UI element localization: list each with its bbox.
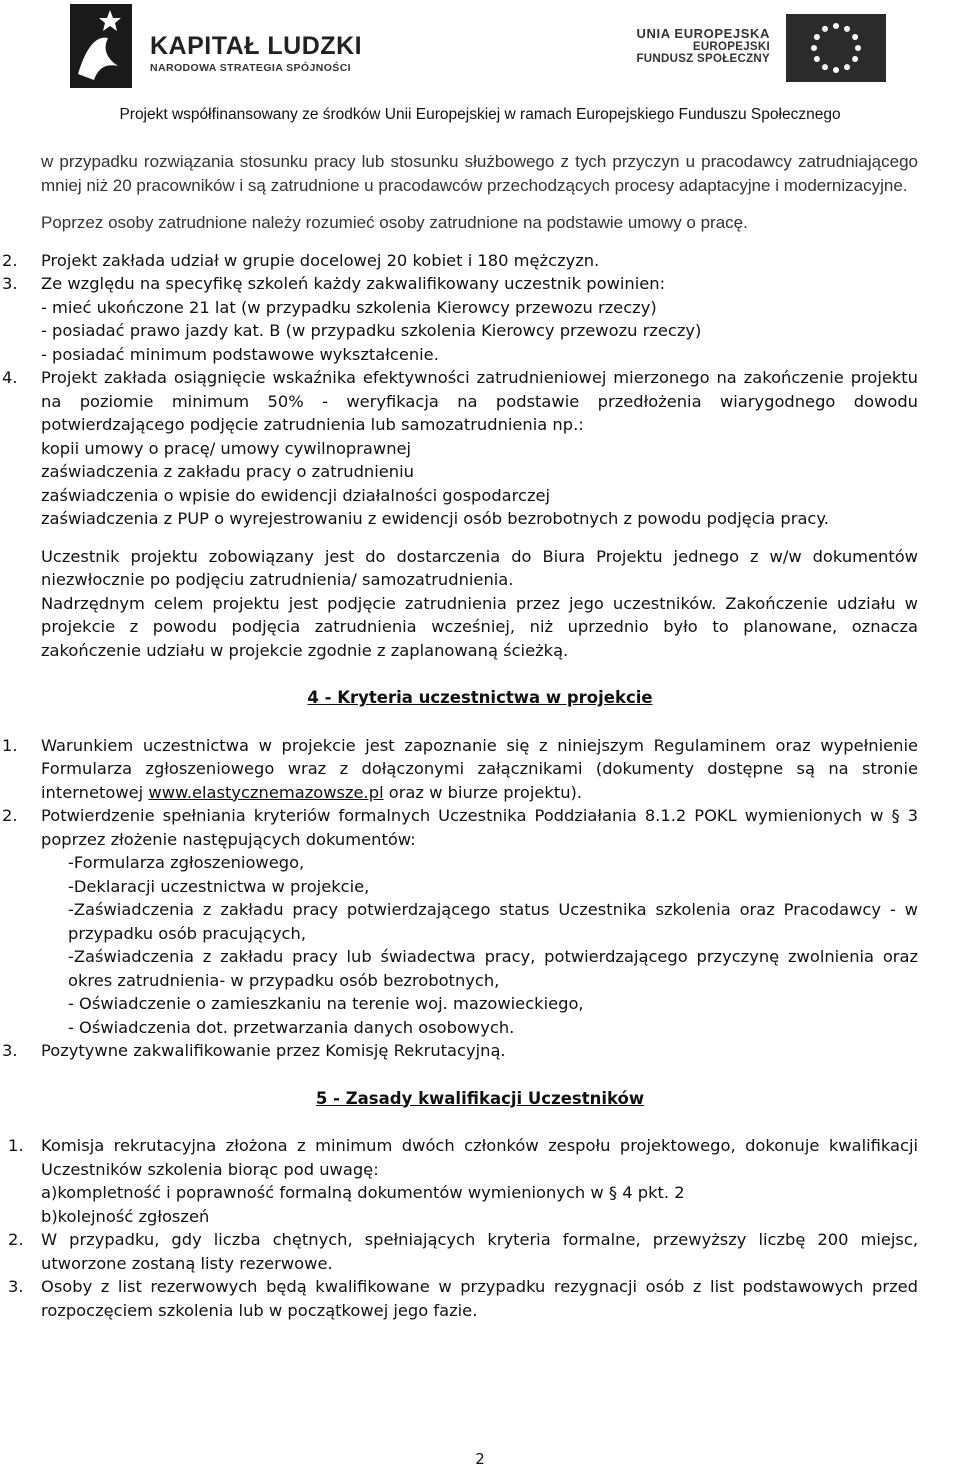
list-line: zaświadczenia z zakładu pracy o zatrudnieniu bbox=[41, 462, 414, 481]
list-line: b)kolejność zgłoszeń bbox=[41, 1206, 210, 1226]
closing-paragraph-2: Nadrzędnym celem projektu jest podjęcie zatrudnienia przez jego uczestników. Zakończenie udziału w projekcie z powodu podjęcia zatrudnienia wcześniej, niż uprzednio było to planowane, oznacza zakończenie udziału w projekcie zgodnie z zaplanowaną ścieżką. bbox=[41, 593, 918, 660]
eu-line2: EUROPEJSKI bbox=[692, 41, 770, 53]
list-line: - Oświadczenia dot. przetwarzania danych osobowych. bbox=[68, 1017, 515, 1037]
list-line: zaświadczenia z PUP o wyrejestrowaniu z ewidencji osób bezrobotnych z powodu podjęcia pracy. bbox=[41, 509, 829, 528]
eu-star bbox=[822, 26, 828, 32]
list-number: 2. bbox=[2, 250, 18, 270]
list-number: 2. bbox=[2, 806, 18, 825]
intro-paragraph-2: Poprzez osoby zatrudnione należy rozumieć osoby zatrudnione na podstawie umowy o pracę. bbox=[41, 213, 748, 232]
eu-star bbox=[844, 26, 850, 32]
website-link[interactable]: www.elastycznemazowsze.pl bbox=[148, 782, 384, 802]
kl-subtitle: NARODOWA STRATEGIA SPÓJNOŚCI bbox=[150, 62, 351, 74]
eu-star bbox=[852, 34, 858, 40]
list-line: -Zaświadczenia z zakładu pracy lub świadectwa pracy, potwierdzającego przyczynę zwolnienia oraz okres zatrudnienia- w przypadku osób bezrobotnych, bbox=[68, 947, 918, 990]
eu-line1: UNIA EUROPEJSKA bbox=[636, 26, 770, 41]
eu-star bbox=[811, 45, 817, 51]
list-line: a)kompletność i poprawność formalną dokumentów wymienionych w § 4 pkt. 2 bbox=[41, 1183, 685, 1202]
cofinance-note: Projekt współfinansowany ze środków Unii Europejskiej w ramach Europejskiego Funduszu Społecznego bbox=[119, 106, 841, 123]
eu-star bbox=[833, 23, 839, 29]
eu-star bbox=[814, 56, 820, 62]
qualification-item-1 bbox=[0, 1134, 960, 1228]
list-number: 3. bbox=[2, 1041, 18, 1060]
list-number: 4. bbox=[2, 368, 18, 387]
page-number: 2 bbox=[475, 1450, 485, 1468]
kapital-ludzki-logo bbox=[70, 4, 132, 88]
list-line: zaświadczenia o wpisie do ewidencji działalności gospodarczej bbox=[41, 485, 551, 505]
section-5-heading: 5 - Zasady kwalifikacji Uczestników bbox=[315, 1088, 645, 1108]
list-line: - posiadać minimum podstawowe wykształcenie. bbox=[41, 344, 439, 364]
list-text: Osoby z list rezerwowych będą kwalifikowane w przypadku rezygnacji osób z list podstawowych przed rozpoczęciem szkolenia lub w początkowej jego fazie. bbox=[41, 1277, 918, 1320]
list-item-2 bbox=[0, 249, 960, 273]
intro-paragraph-1: w przypadku rozwiązania stosunku pracy lub stosunku służbowego z tych przyczyn u pracodawcy zatrudniającego mniej niż 20 pracowników i są zatrudnione u pracodawców przechodzących procesy adaptacyjne i modernizacyjne. bbox=[41, 152, 918, 195]
list-line: - Oświadczenie o zamieszkaniu na terenie woj. mazowieckiego, bbox=[68, 994, 584, 1013]
closing-paragraph-1: Uczestnik projektu zobowiązany jest do dostarczenia do Biura Projektu jednego z w/w dokumentów niezwłocznie po podjęciu zatrudnienia/ samozatrudnienia. bbox=[41, 546, 918, 589]
list-line: kopii umowy o pracę/ umowy cywilnoprawnej bbox=[41, 438, 412, 458]
criteria-item-3 bbox=[0, 1039, 960, 1063]
list-line: -Deklaracji uczestnictwa w projekcie, bbox=[68, 876, 370, 896]
list-text: Potwierdzenie spełniania kryteriów formalnych Uczestnika Poddziałania 8.1.2 POKL wymienionych w § 3 poprzez złożenie następujących dokumentów: bbox=[41, 806, 918, 849]
qualification-item-2 bbox=[0, 1228, 960, 1275]
list-number: 1. bbox=[2, 735, 18, 755]
list-number: 2. bbox=[8, 1230, 24, 1249]
list-item-3 bbox=[0, 272, 960, 366]
kl-title: KAPITAŁ LUDZKI bbox=[150, 32, 363, 60]
list-text: Komisja rekrutacyjna złożona z minimum dwóch członków zespołu projektowego, dokonuje kwalifikacji Uczestników szkolenia biorąc pod uwagę: bbox=[41, 1136, 918, 1179]
list-text: W przypadku, gdy liczba chętnych, spełniających kryteria formalne, przewyższy liczbę 200 miejsc, utworzone zostaną listy rezerwowe. bbox=[41, 1230, 918, 1273]
list-number: 3. bbox=[2, 274, 18, 293]
eu-flag-icon bbox=[786, 14, 886, 82]
document-body bbox=[0, 150, 960, 1322]
list-text: Pozytywne zakwalifikowanie przez Komisję Rekrutacyjną. bbox=[41, 1041, 506, 1060]
eu-star bbox=[852, 56, 858, 62]
eu-star bbox=[814, 34, 820, 40]
kapital-ludzki-text bbox=[150, 32, 362, 74]
section-4-heading: 4 - Kryteria uczestnictwa w projekcie bbox=[307, 688, 653, 707]
eu-star bbox=[844, 64, 850, 70]
eu-text bbox=[636, 26, 770, 65]
list-line: - posiadać prawo jazdy kat. B (w przypadku szkolenia Kierowcy przewozu rzeczy) bbox=[41, 321, 702, 340]
criteria-item-1 bbox=[0, 734, 960, 805]
criteria-item-2 bbox=[0, 804, 960, 1039]
list-line: -Zaświadczenia z zakładu pracy potwierdzającego status Uczestnika szkolenia oraz Pracodawcy - w przypadku osób pracujących, bbox=[68, 900, 918, 943]
eu-line3: FUNDUSZ SPOŁECZNY bbox=[636, 53, 770, 65]
list-text: Warunkiem uczestnictwa w projekcie jest zapoznanie się z niniejszym Regulaminem oraz wypełnienie Formularza zgłoszeniowego wraz z dołączonymi załącznikami (dokumenty dostępne są na stronie internetowej bbox=[41, 735, 918, 802]
qualification-item-3 bbox=[0, 1275, 960, 1322]
list-item-4 bbox=[0, 366, 960, 531]
eu-star bbox=[822, 64, 828, 70]
list-text-tail: oraz w biurze projektu). bbox=[383, 782, 583, 802]
list-text: Projekt zakłada udział w grupie docelowej 20 kobiet i 180 mężczyzn. bbox=[41, 250, 600, 270]
list-line: -Formularza zgłoszeniowego, bbox=[68, 853, 305, 872]
list-line: - mieć ukończone 21 lat (w przypadku szkolenia Kierowcy przewozu rzeczy) bbox=[41, 297, 657, 317]
eu-star bbox=[833, 67, 839, 73]
list-text: Ze względu na specyfikę szkoleń każdy zakwalifikowany uczestnik powinien: bbox=[41, 274, 666, 293]
list-number: 3. bbox=[8, 1277, 24, 1296]
list-number: 1. bbox=[8, 1136, 24, 1155]
eu-star bbox=[855, 45, 861, 51]
document-header bbox=[0, 0, 960, 135]
list-text: Projekt zakłada osiągnięcie wskaźnika efektywności zatrudnieniowej mierzonego na zakończenie projektu na poziomie minimum 50% - weryfikacja na podstawie przedłożenia wiarygodnego dowodu potwierdzającego podjęcie zatrudnienia lub samozatrudnienia np.: bbox=[41, 368, 918, 434]
